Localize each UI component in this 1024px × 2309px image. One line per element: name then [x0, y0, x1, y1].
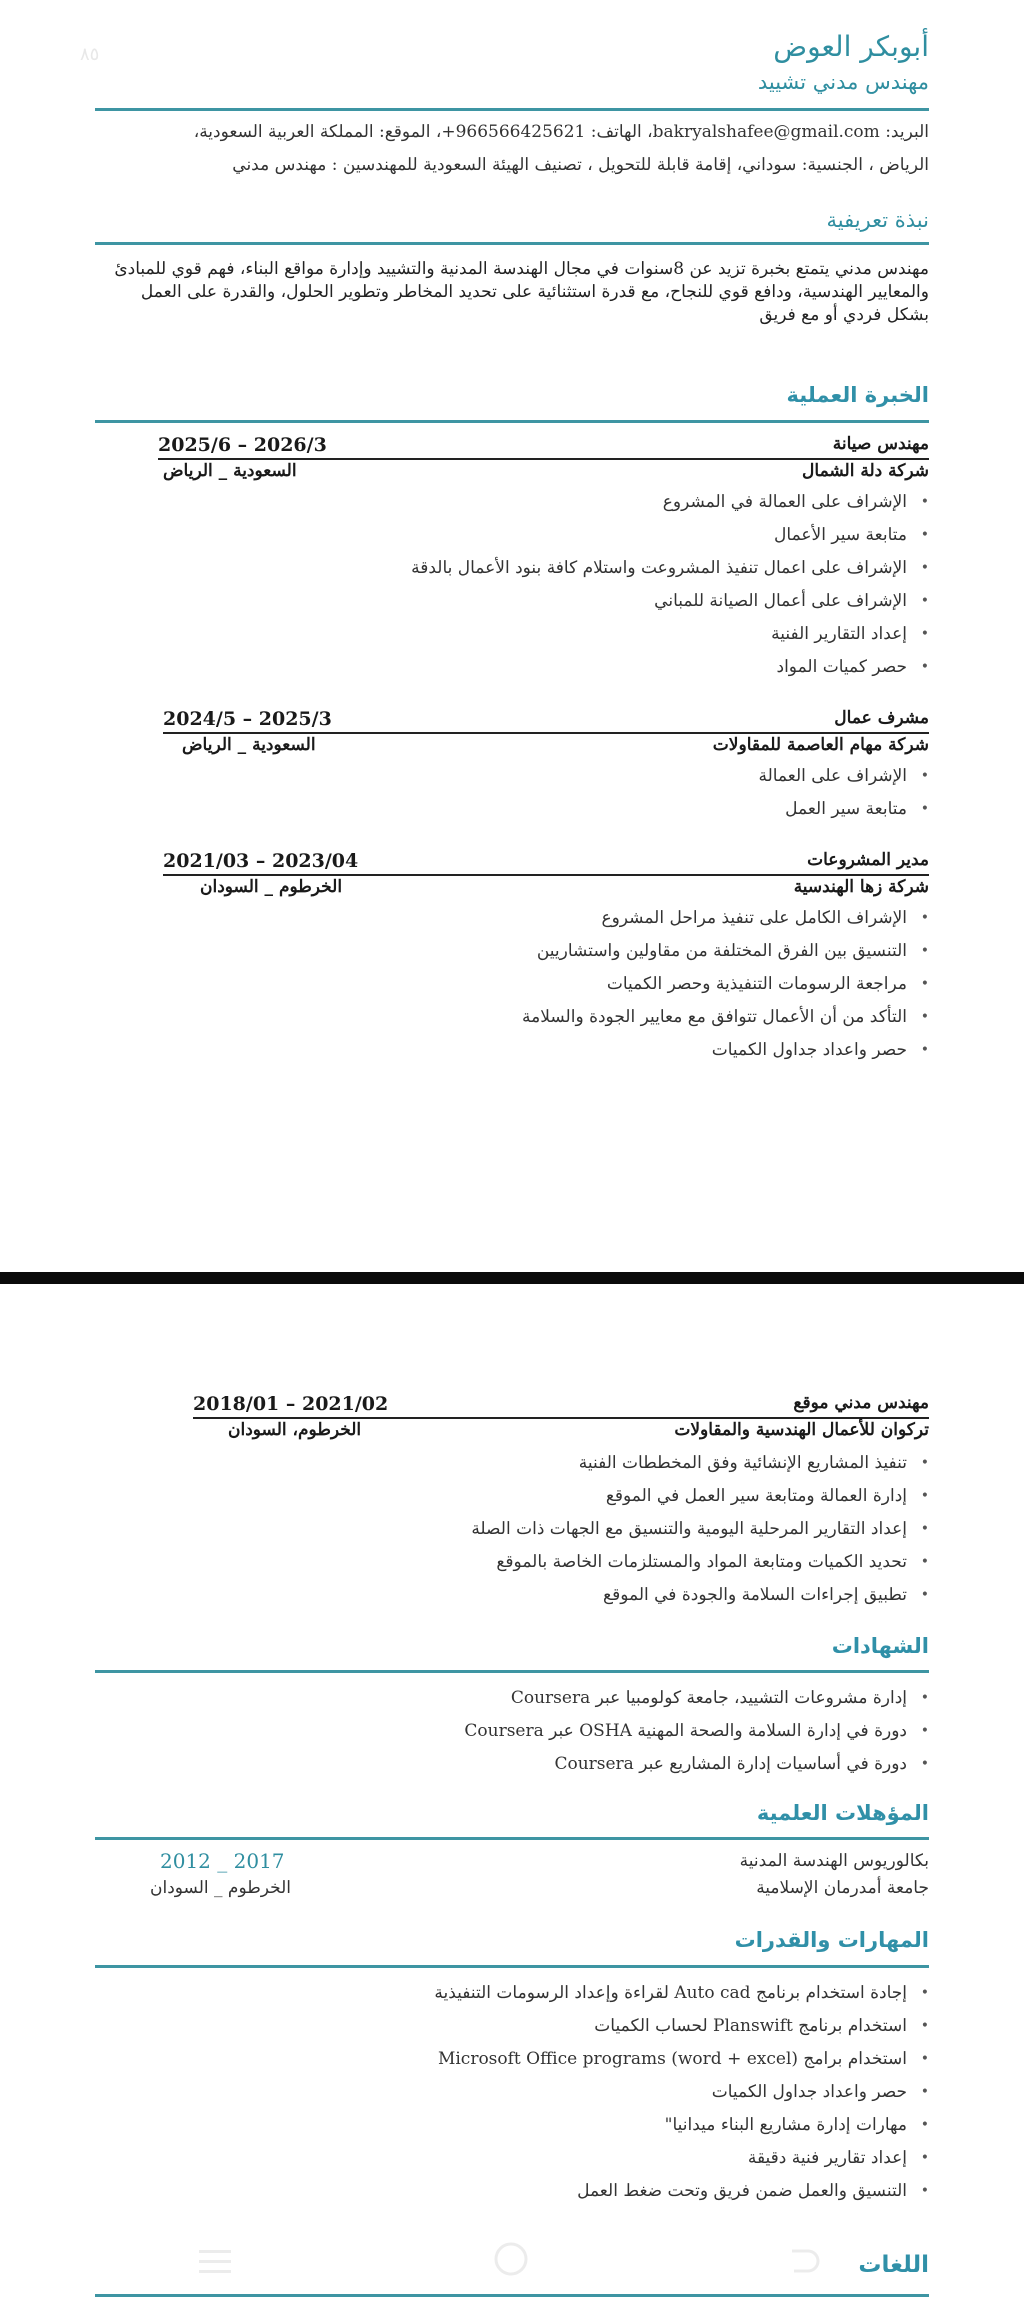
job-title: مدير المشروعات [807, 850, 929, 870]
list-item: • إعداد تقارير فنية دقيقة [434, 2142, 929, 2175]
job-company: تركوان للأعمال الهندسية والمقاولات [674, 1420, 929, 1440]
job-duties [411, 486, 929, 684]
list-item: • حصر كميات المواد [411, 651, 929, 684]
list-item: • الإشراف الكامل على تنفيذ مراحل المشروع [522, 902, 929, 935]
list-item: • حصر واعداد جداول الكميات [522, 1034, 929, 1067]
job-dates: 2021/03 – 2023/04 [163, 850, 359, 872]
job-company: شركة دلة الشمال [802, 461, 929, 481]
applicant-name: أبوبكر العوض [773, 30, 929, 63]
job-location: الخرطوم، السودان [228, 1420, 362, 1440]
list-item: • تطبيق إجراءات السلامة والجودة في الموقع [471, 1579, 929, 1612]
list-item: • متابعة سير الأعمال [411, 519, 929, 552]
list-item: • الإشراف على اعمال تنفيذ المشروعت واستلام كافة بنود الأعمال بالدقة [411, 552, 929, 585]
list-item: • دورة في إدارة السلامة والصحة المهنية OSHA عبر Coursera [464, 1715, 929, 1748]
list-item: • إعداد التقارير المرحلية اليومية والتنسيق مع الجهات ذات الصلة [471, 1513, 929, 1546]
job-duties [522, 902, 929, 1067]
list-item: • متابعة سير العمل [758, 793, 929, 826]
education-rule [95, 1837, 929, 1840]
list-item: • مراجعة الرسومات التنفيذية وحصر الكميات [522, 968, 929, 1001]
list-item: • الإشراف على العمالة في المشروع [411, 486, 929, 519]
job-location: الخرطوم _ السودان [200, 877, 343, 897]
list-item: • استخدام برنامج Planswift لحساب الكميات [434, 2010, 929, 2043]
experience-title: الخبرة العملية [786, 383, 929, 407]
list-item: • الإشراف على أعمال الصيانة للمباني [411, 585, 929, 618]
applicant-title: مهندس مدني تشييد [757, 70, 929, 94]
job-title: مهندس مدني موقع [793, 1393, 929, 1413]
job-underline [163, 874, 929, 876]
skills-title: المهارات والقدرات [734, 1928, 929, 1952]
back-icon[interactable] [786, 2245, 822, 2277]
job-dates: 2018/01 – 2021/02 [193, 1393, 389, 1415]
job-underline [193, 1417, 929, 1419]
menu-icon[interactable] [197, 2247, 233, 2277]
job-title: مهندس صيانة [832, 434, 929, 454]
education-years: 2012 _ 2017 [160, 1849, 285, 1873]
job-location: السعودية _ الرياض [163, 461, 297, 481]
list-item: • دورة في أساسيات إدارة المشاريع عبر Coursera [464, 1748, 929, 1781]
list-item: • مهارات إدارة مشاريع البناء ميدانيا" [434, 2109, 929, 2142]
job-company: شركة مهام العاصمة للمقاولات [712, 735, 929, 755]
experience-rule [95, 420, 929, 423]
resume-page-2 [0, 1284, 1024, 2309]
certificates-list [464, 1682, 929, 1781]
certificates-title: الشهادات [831, 1634, 929, 1658]
languages-title: اللغات [858, 2252, 929, 2278]
job-duties [471, 1447, 929, 1612]
list-item: • إدارة مشروعات التشييد، جامعة كولومبيا عبر Coursera [464, 1682, 929, 1715]
page-marker: ٨٥ [80, 44, 100, 65]
list-item: • التأكد من أن الأعمال تتوافق مع معايير الجودة والسلامة [522, 1001, 929, 1034]
job-underline [158, 458, 929, 460]
list-item: • تحديد الكميات ومتابعة المواد والمستلزمات الخاصة بالموقع [471, 1546, 929, 1579]
education-university: جامعة أمدرمان الإسلامية [756, 1878, 929, 1898]
about-text: مهندس مدني يتمتع بخبرة تزيد عن 8سنوات في مجال الهندسة المدنية والتشييد وإدارة مواقع البناء، فهم قوي للمبادئ والمعايير الهندسية، ودافع قوي للنجاح، مع قدرة استثنائية على تحديد المخاطر وتطوير الحلول، والقدرة على العمل بشكل فردي أو مع فريق [114, 259, 929, 325]
list-item: • استخدام برامج Microsoft Office programs (word + excel) [434, 2043, 929, 2076]
list-item: • إدارة العمالة ومتابعة سير العمل في الموقع [471, 1480, 929, 1513]
education-title: المؤهلات العلمية [756, 1801, 929, 1825]
job-underline [163, 732, 929, 734]
list-item: • تنفيذ المشاريع الإنشائية وفق المخططات الفنية [471, 1447, 929, 1480]
education-degree: بكالوريوس الهندسة المدنية [739, 1851, 929, 1871]
job-dates: 2024/5 – 2025/3 [163, 708, 332, 730]
page-divider [0, 1272, 1024, 1284]
home-circle-icon[interactable] [493, 2241, 529, 2277]
header-rule [95, 108, 929, 111]
job-dates: 2025/6 – 2026/3 [158, 434, 327, 456]
list-item: • التنسيق بين الفرق المختلفة من مقاولين واستشاريين [522, 935, 929, 968]
education-location: الخرطوم _ السودان [150, 1878, 292, 1898]
contact-line-2: الرياض ، الجنسية: سوداني، إقامة قابلة للتحويل ، تصنيف الهيئة السعودية للمهندسين : مهندس مدني [232, 155, 929, 175]
about-title: نبذة تعريفية [826, 208, 929, 232]
certificates-rule [95, 1670, 929, 1673]
list-item: • إجادة استخدام برنامج Auto cad لقراءة وإعداد الرسومات التنفيذية [434, 1977, 929, 2010]
about-rule [95, 242, 929, 245]
system-nav-bar [0, 2227, 1024, 2297]
skills-list [434, 1977, 929, 2208]
list-item: • إعداد التقارير الفنية [411, 618, 929, 651]
list-item: • التنسيق والعمل ضمن فريق وتحت ضغط العمل [434, 2175, 929, 2208]
list-item: • حصر واعداد جداول الكميات [434, 2076, 929, 2109]
list-item: • الإشراف على العمالة [758, 760, 929, 793]
skills-rule [95, 1965, 929, 1968]
job-title: مشرف عمال [834, 708, 929, 728]
job-location: السعودية _ الرياض [182, 735, 316, 755]
job-company: شركة زها الهندسية [793, 877, 929, 897]
contact-line-1: البريد: bakryalshafee@gmail.com، الهاتف: 966566425621+، الموقع: المملكة العربية السعودية، [193, 122, 929, 142]
job-duties [758, 760, 929, 826]
